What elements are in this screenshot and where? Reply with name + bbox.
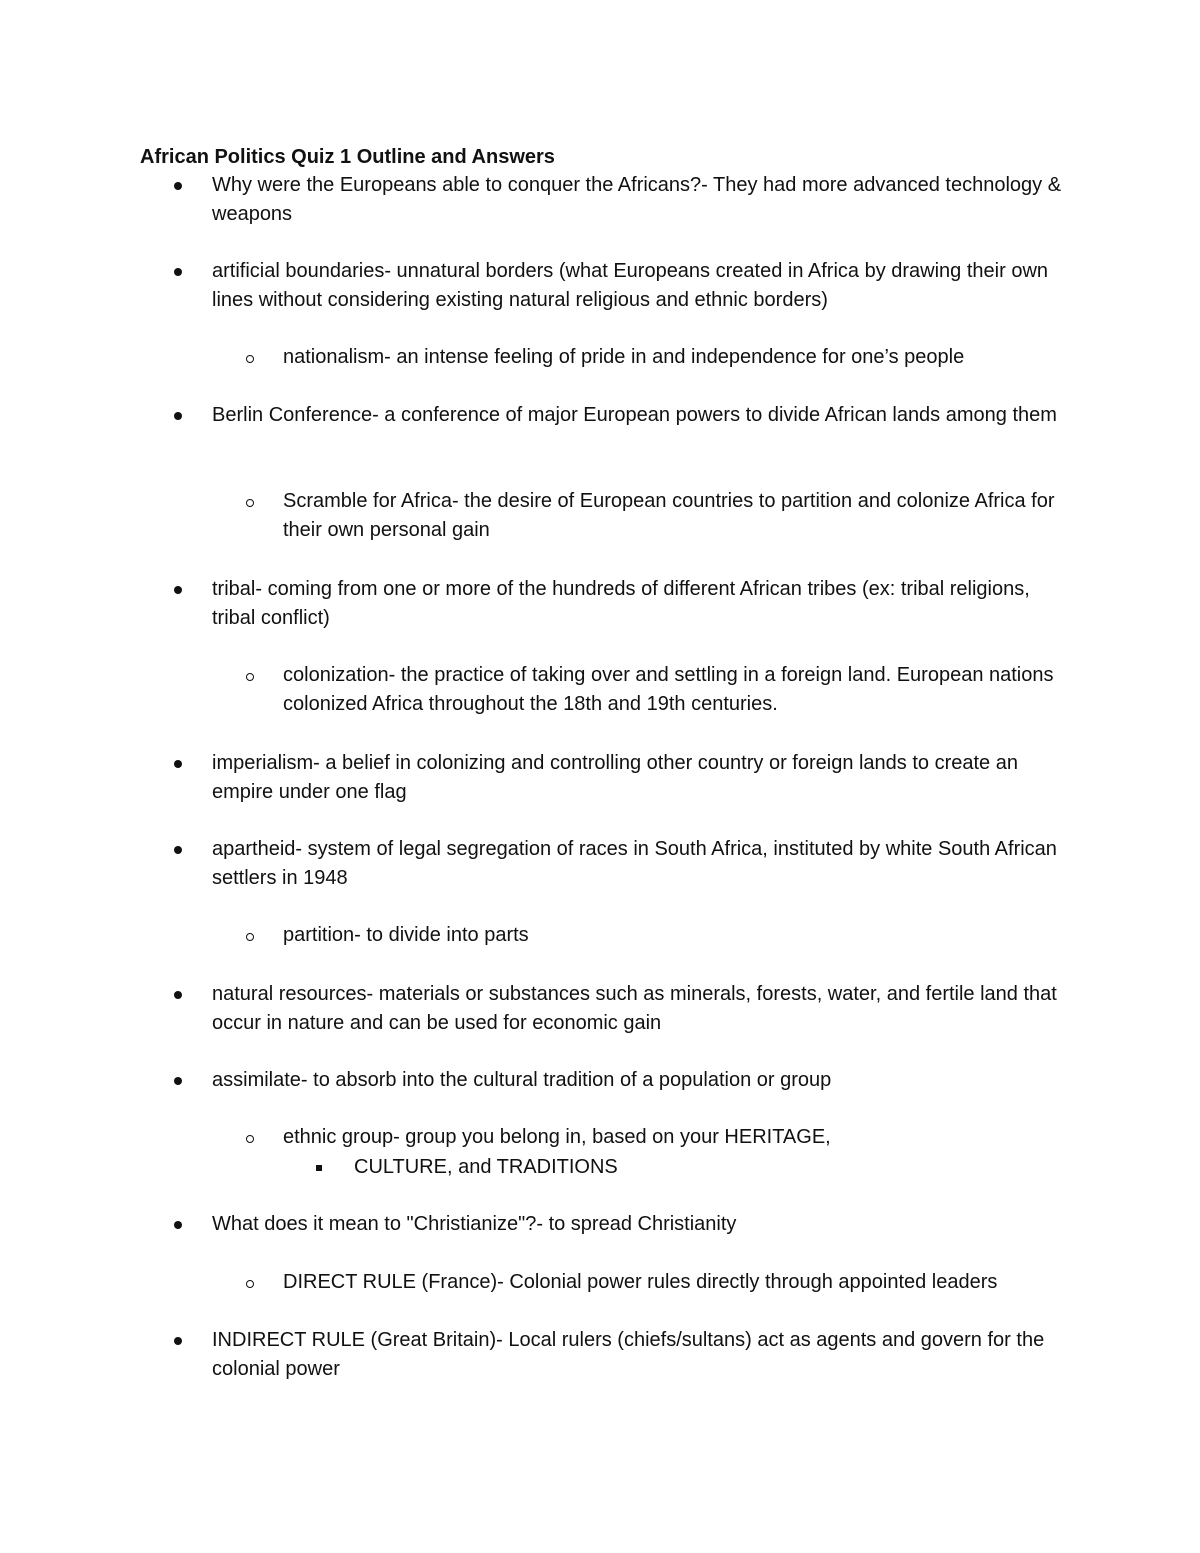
list-item-text: assimilate- to absorb into the cultural tradition of a population or group (212, 1069, 832, 1091)
list-item-text: Berlin Conference- a conference of major European powers to divide African lands among them (212, 404, 1057, 426)
circle-bullet-icon (246, 1135, 254, 1143)
list-item (212, 1066, 1072, 1095)
circle-bullet-icon (246, 933, 254, 941)
list-item-text: imperialism- a belief in colonizing and controlling other country or foreign lands to create an empire under one flag (212, 752, 1018, 803)
list-item (283, 343, 1073, 372)
bullet-icon (174, 846, 182, 854)
list-item-text: apartheid- system of legal segregation of races in South Africa, instituted by white South African settlers in 1948 (212, 838, 1057, 889)
list-item (212, 1210, 1072, 1239)
circle-bullet-icon (246, 355, 254, 363)
bullet-icon (174, 586, 182, 594)
document-title: African Politics Quiz 1 Outline and Answers (140, 146, 555, 168)
bullet-icon (174, 760, 182, 768)
circle-bullet-icon (246, 673, 254, 681)
list-item-text: INDIRECT RULE (Great Britain)- Local rulers (chiefs/sultans) act as agents and govern for the colonial power (212, 1329, 1045, 1380)
list-item-text: Why were the Europeans able to conquer the Africans?- They had more advanced technology & weapons (212, 174, 1062, 225)
list-item (212, 749, 1072, 807)
circle-bullet-icon (246, 499, 254, 507)
list-item (212, 401, 1072, 430)
list-item (212, 1326, 1072, 1384)
list-item-text: ethnic group- group you belong in, based on your HERITAGE, (283, 1126, 831, 1148)
list-item (283, 661, 1073, 719)
bullet-icon (174, 1221, 182, 1229)
list-item (212, 257, 1072, 315)
list-item (212, 171, 1072, 229)
square-bullet-icon (316, 1165, 322, 1171)
bullet-icon (174, 991, 182, 999)
list-item-text: What does it mean to "Christianize"?- to spread Christianity (212, 1213, 737, 1235)
list-item-text: Scramble for Africa- the desire of European countries to partition and colonize Africa for their own personal gain (283, 490, 1055, 541)
list-item-text: natural resources- materials or substances such as minerals, forests, water, and fertile land that occur in nature and can be used for economic gain (212, 983, 1057, 1034)
list-item-text: tribal- coming from one or more of the hundreds of different African tribes (ex: tribal religions, tribal conflict) (212, 578, 1030, 629)
list-item (283, 487, 1073, 545)
bullet-icon (174, 182, 182, 190)
bullet-icon (174, 412, 182, 420)
list-item-text: artificial boundaries- unnatural borders (what Europeans created in Africa by drawing their own lines without considering existing natural religious and ethnic borders) (212, 260, 1049, 311)
bullet-icon (174, 268, 182, 276)
list-item (354, 1153, 1074, 1182)
list-item (283, 1268, 1073, 1297)
list-item-text: partition- to divide into parts (283, 924, 529, 946)
circle-bullet-icon (246, 1280, 254, 1288)
list-item-text: colonization- the practice of taking over and settling in a foreign land. European nations colonized Africa throughout the 18th and 19th centuries. (283, 664, 1054, 715)
list-item (283, 921, 1073, 950)
list-item (212, 575, 1072, 633)
bullet-icon (174, 1337, 182, 1345)
list-item-text: DIRECT RULE (France)- Colonial power rules directly through appointed leaders (283, 1271, 998, 1293)
list-item-text: nationalism- an intense feeling of pride in and independence for one’s people (283, 346, 965, 368)
list-item (212, 980, 1072, 1038)
list-item (283, 1123, 1073, 1152)
bullet-icon (174, 1077, 182, 1085)
list-item-text: CULTURE, and TRADITIONS (354, 1156, 618, 1178)
list-item (212, 835, 1072, 893)
